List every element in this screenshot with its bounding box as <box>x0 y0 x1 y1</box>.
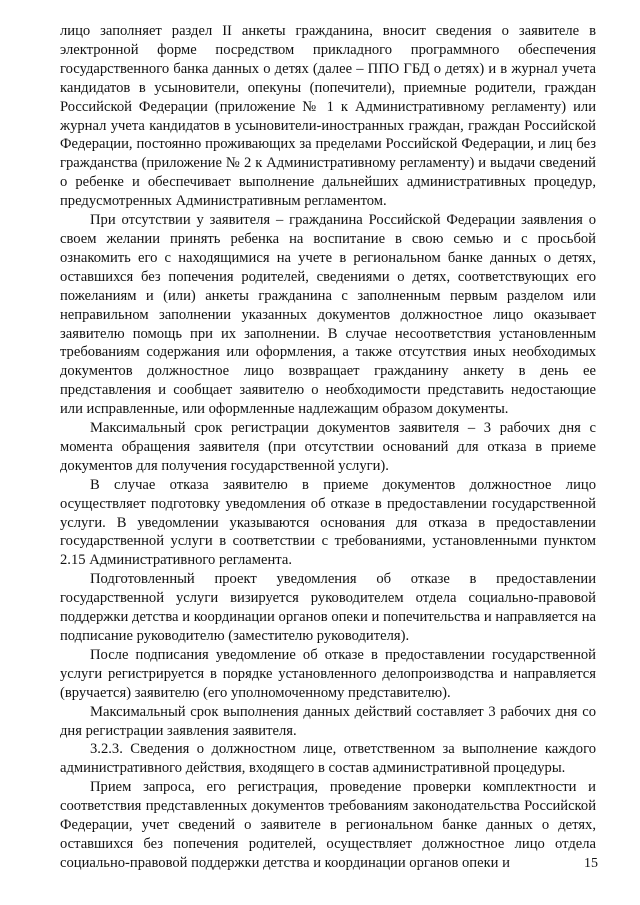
paragraph-section-3-2-3: 3.2.3. Сведения о должностном лице, ответственном за выполнение каждого административного действия, входящего в состав административной процедуры. <box>60 741 596 777</box>
document-body <box>60 22 596 873</box>
paragraph-absence-of-application: При отсутствии у заявителя – гражданина Российской Федерации заявления о своем желании принять ребенка на воспитание в свою семью и с просьбой ознакомить его с находящимися на учете в региональном банке данных о детях, оставшихся без попечения родителей, сведениями о детях, соответствующих его пожеланиям и (или) анкеты гражданина с заполненным первым разделом или неправильном заполнении указанных документов должностное лицо оказывает заявителю помощь при их заполнении. В случае несоответствия установленным требованиям содержания или оформления, а также отсутствия иных необходимых документов должностное лицо возвращает гражданину анкету в день ее представления и сообщает заявителю о необходимости представить недостающие или исправленные, или оформленные надлежащим образом документы. <box>60 212 596 418</box>
page-number: 15 <box>584 856 598 871</box>
paragraph-request-reception: Прием запроса, его регистрация, проведение проверки комплектности и соответствия представленных документов требованиям законодательства Российской Федерации, учет сведений о заявителе в региональном банке данных о детях, оставшихся без попечения родителей, осуществляет должностное лицо отдела социально-правовой поддержки детства и координации органов опеки и <box>60 779 596 871</box>
paragraph-registration-deadline: Максимальный срок регистрации документов заявителя – 3 рабочих дня с момента обращения заявителя (при отсутствии оснований для отказа в приеме документов для получения государственной услуги). <box>60 420 596 474</box>
paragraph-continuation: лицо заполняет раздел II анкеты гражданина, вносит сведения о заявителе в электронной форме посредством прикладного программного обеспечения государственного банка данных о детях (далее – ППО ГБД о детях) и в журнал учета кандидатов в усыновители, опекуны (попечители), приемные родители, граждан Российской Федерации (приложение № 1 к Административному регламенту) или журнал учета кандидатов в усыновители-иностранных граждан, граждан Российской Федерации, постоянно проживающих за пределами Российской Федерации, и лиц без гражданства (приложение № 2 к Административному регламенту) и выдачи сведений о ребенке и обеспечивает выполнение дальнейших административных процедур, предусмотренных Административным регламентом. <box>60 23 596 210</box>
paragraph-refusal-notice: В случае отказа заявителю в приеме документов должностное лицо осуществляет подготовку уведомления об отказе в предоставлении государственной услуги. В уведомлении указываются основания для отказа в предоставлении государственной услуги в соответствии с требованиями, установленными пунктом 2.15 Административного регламента. <box>60 476 596 569</box>
paragraph-action-deadline: Максимальный срок выполнения данных действий составляет 3 рабочих дня со дня регистрации заявления заявителя. <box>60 703 596 739</box>
paragraph-notice-signing: После подписания уведомление об отказе в предоставлении государственной услуги регистрируется в порядке установленного делопроизводства и направляется (вручается) заявителю (его уполномоченному представителю). <box>60 646 596 701</box>
paragraph-notice-approval: Подготовленный проект уведомления об отказе в предоставлении государственной услуги визируется руководителем отдела социально-правовой поддержки детства и координации органов опеки и попечительства и направляется на подписание руководителю (заместителю руководителя). <box>60 571 596 644</box>
